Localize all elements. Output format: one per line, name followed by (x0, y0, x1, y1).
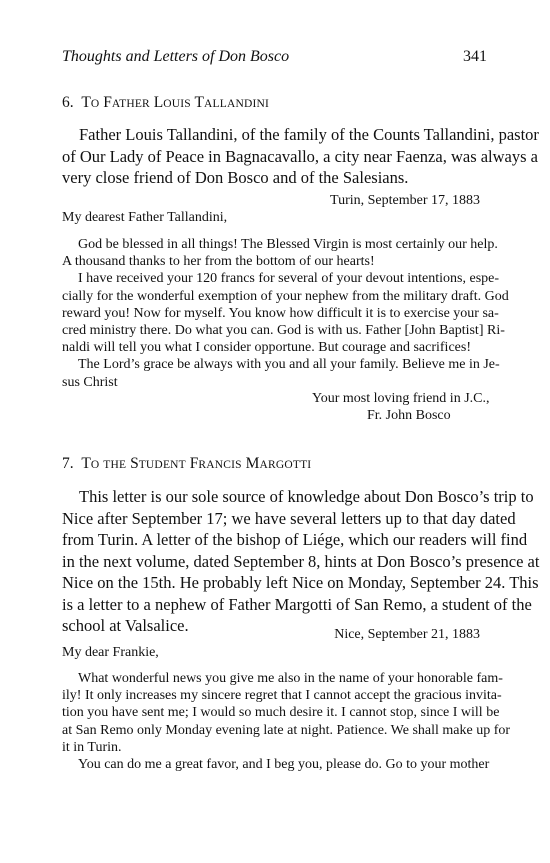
letter-line: tion you have sent me; I would so much desire it. I cannot stop, since I will be (62, 705, 500, 721)
section-7-heading: 7. TO THE STUDENT FRANCIS MARGOTTI (62, 455, 312, 472)
section-7-intro (62, 486, 540, 637)
section-number: 6. (62, 94, 74, 111)
letter-line: The Lord’s grace be always with you and all your family. Believe me in Je- (78, 357, 500, 373)
intro-line: Nice after September 17; we have several letters up to that day dated (62, 508, 516, 528)
letter-salutation: My dearest Father Tallandini, (62, 210, 228, 225)
intro-line: is a letter to a nephew of Father Margotti of San Remo, a student of the (62, 594, 532, 614)
page-number: 341 (463, 48, 487, 65)
letter-line: What wonderful news you give me also in the name of your honorable fam- (78, 671, 503, 686)
letter-signature: Fr. John Bosco (367, 408, 451, 423)
letter-closing: Your most loving friend in J.C., (312, 391, 490, 406)
letter-line: God be blessed in all things! The Blessed Virgin is most certainly our help. (78, 237, 498, 252)
intro-line: This letter is our sole source of knowledge about Don Bosco’s trip to (79, 487, 534, 506)
letter-body (62, 236, 509, 391)
letter-salutation: My dear Frankie, (62, 645, 159, 660)
intro-line: school at Valsalice. (62, 616, 189, 635)
intro-line: very close friend of Don Bosco and of the Salesians. (62, 168, 409, 187)
letter-line: You can do me a great favor, and I beg you, please do. Go to your mother (78, 757, 490, 773)
intro-line: in the next volume, dated September 8, hints at Don Bosco’s presence at (62, 551, 540, 571)
letter-dateline: Turin, September 17, 1883 (330, 193, 480, 208)
intro-line: from Turin. A letter of the bishop of Liége, which our readers will find (62, 530, 528, 549)
letter-line: A thousand thanks to her from the bottom of our hearts! (62, 254, 375, 270)
running-title: Thoughts and Letters of Don Bosco (62, 48, 290, 65)
letter-line: naldi will tell you what I consider opportune. But courage and sacrifices! (62, 340, 471, 356)
section-number: 7. (62, 455, 74, 472)
letter-line: sus Christ (62, 374, 118, 390)
letter-line: reward you! Now for myself. You know how difficult it is to exercise your sa- (62, 305, 499, 321)
letter-line: I have received your 120 francs for several of your devout intentions, espe- (78, 271, 500, 287)
letter-line: at San Remo only Monday evening late at night. Patience. We shall make up for (62, 722, 511, 738)
letter-line: cred ministry there. Do what you can. God is with us. Father [John Baptist] Ri- (62, 323, 505, 339)
letter-line: cially for the wonderful exemption of your nephew from the military draft. God (62, 288, 509, 304)
intro-line: of Our Lady of Peace in Bagnacavallo, a city near Faenza, was always a (62, 146, 539, 166)
letter-body (62, 670, 511, 773)
section-6-heading: 6. TO FATHER LOUIS TALLANDINI (62, 94, 270, 111)
section-6-intro (62, 124, 539, 189)
intro-line: Nice on the 15th. He probably left Nice on Monday, September 24. This (62, 573, 539, 592)
letter-line: it in Turin. (62, 739, 122, 755)
letter-dateline: Nice, September 21, 1883 (334, 627, 480, 642)
letter-line: ily! It only increases my sincere regret that I cannot accept the gracious invita- (62, 688, 502, 704)
intro-line: Father Louis Tallandini, of the family of the Counts Tallandini, pastor (79, 125, 539, 144)
